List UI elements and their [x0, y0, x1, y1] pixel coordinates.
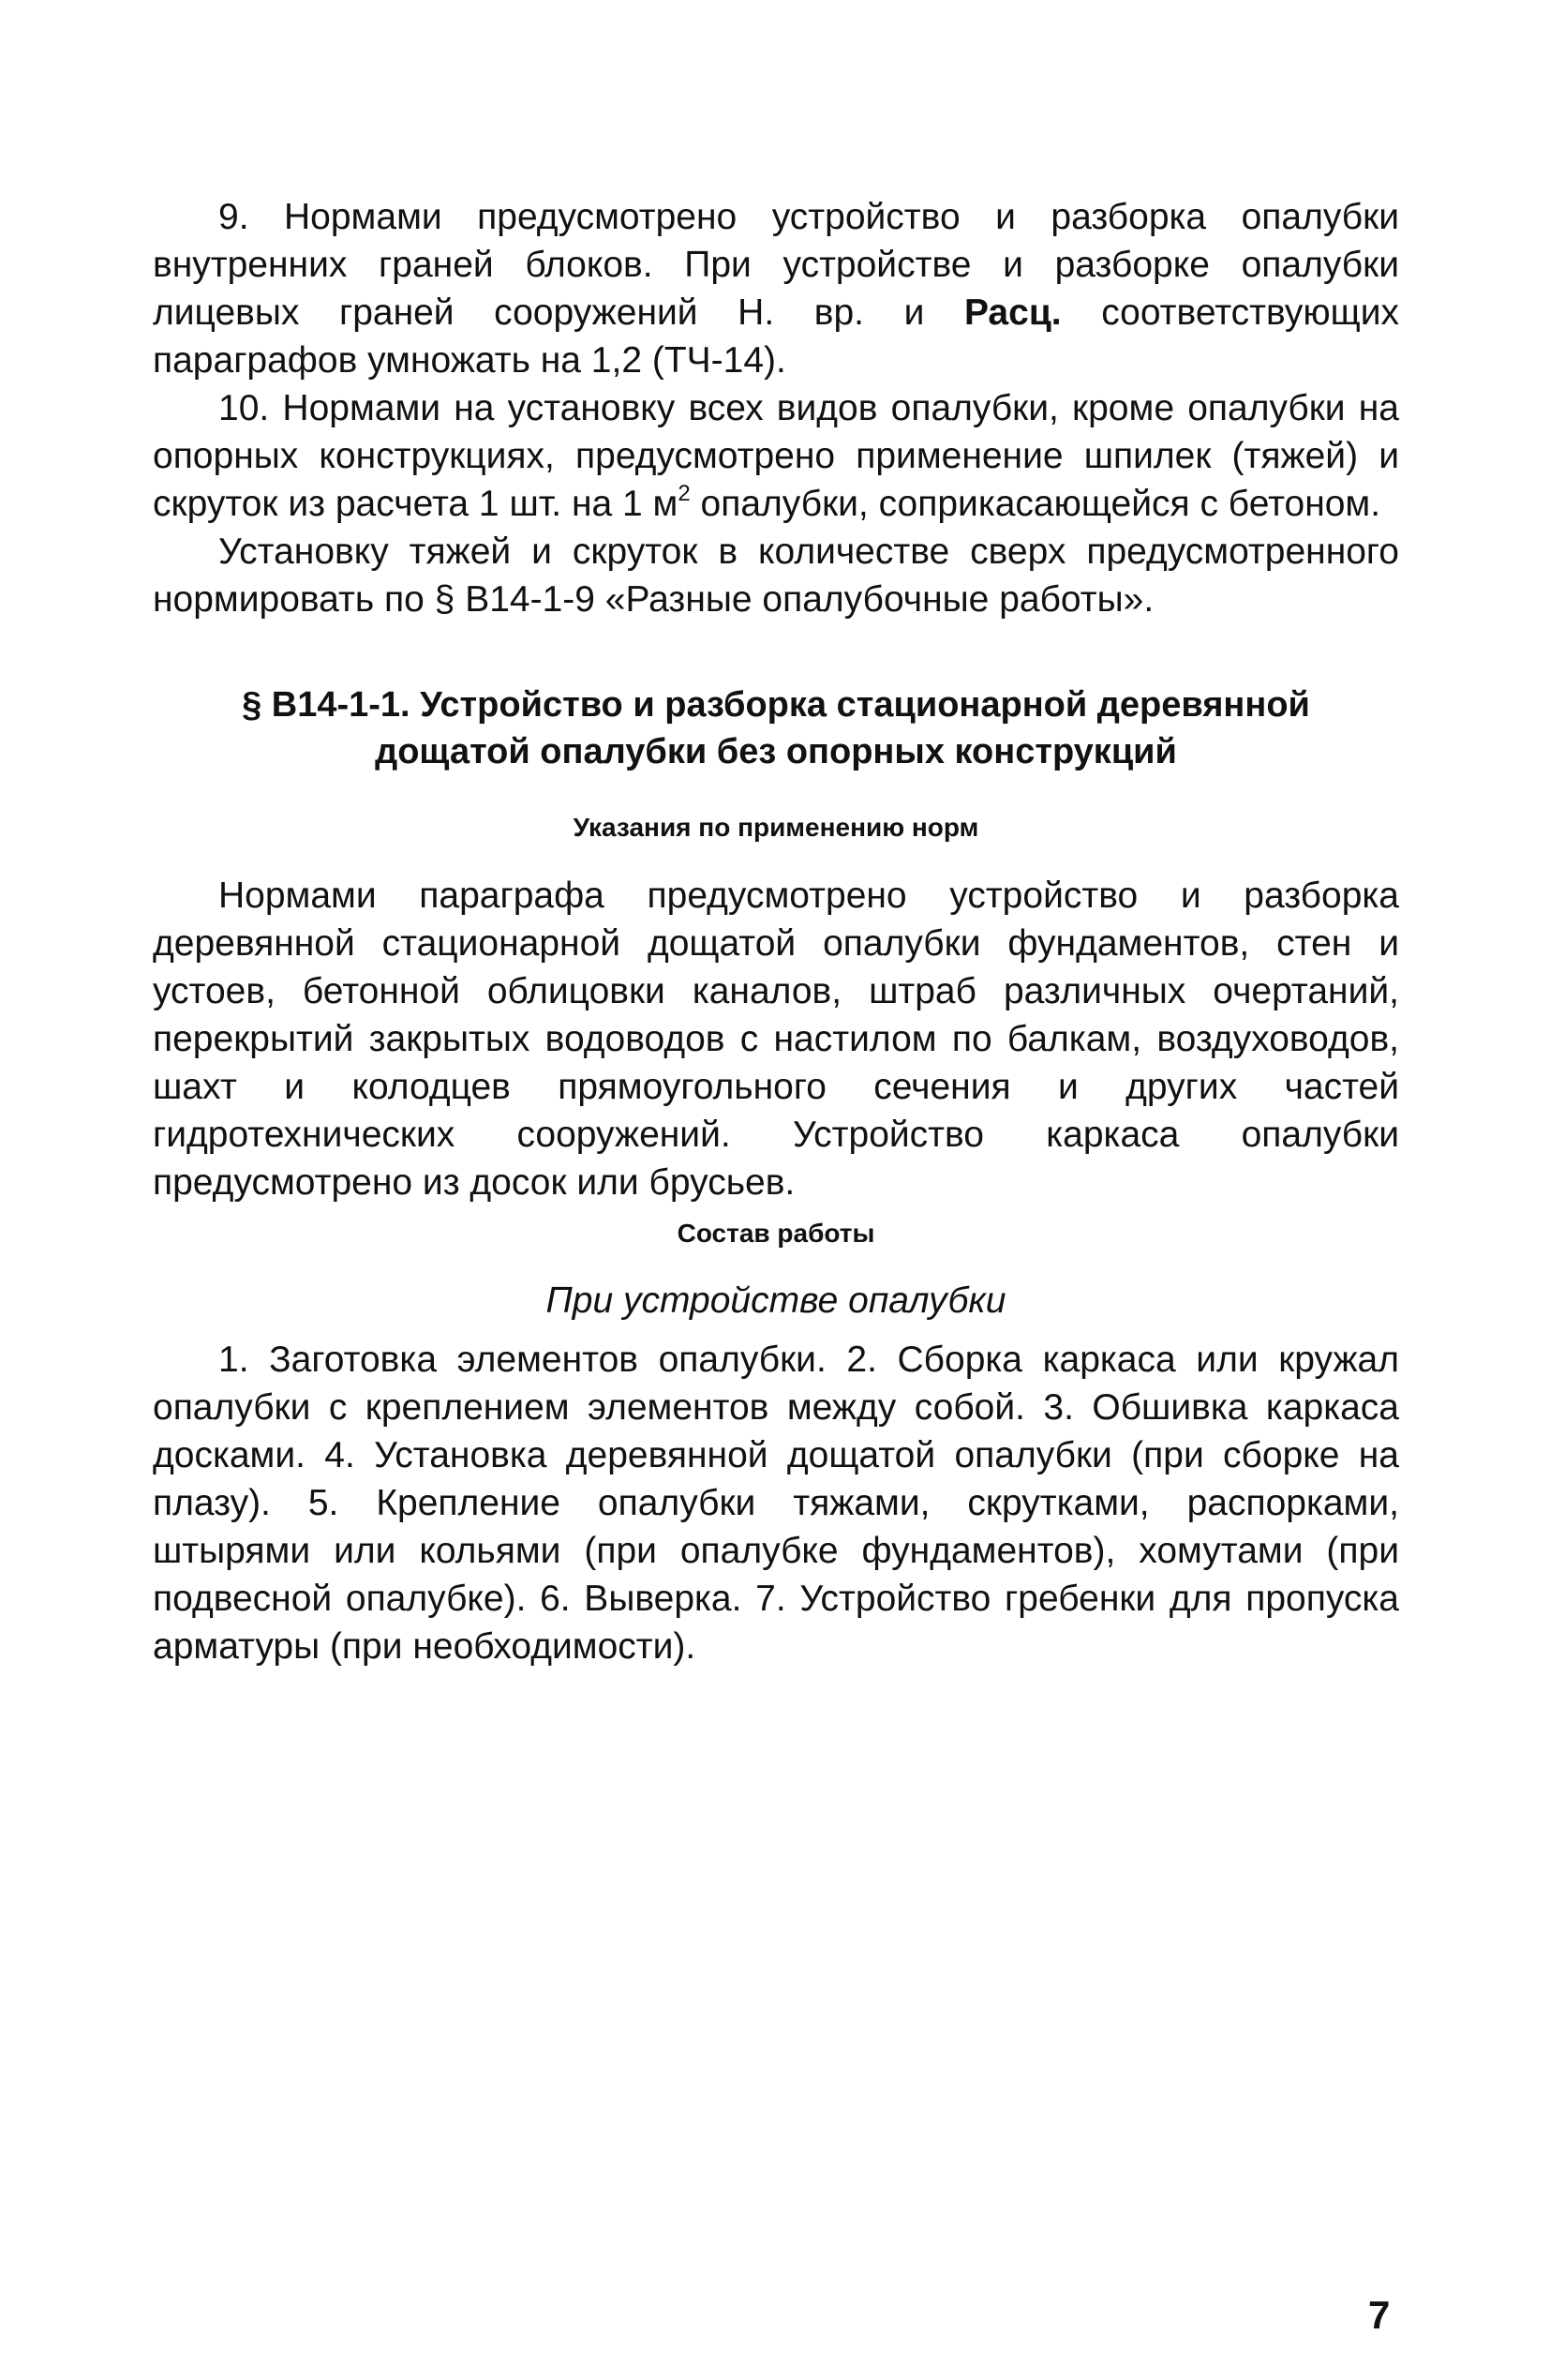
guidance-heading: Указания по применению норм — [573, 813, 979, 842]
paragraph-9-text-c: соответствующих параграфов умножать на 1,2 (ТЧ-14). — [153, 292, 1399, 381]
paragraph-10 — [153, 384, 1399, 528]
section-title-line-2: дощатой опалубки без опорных конструкций — [375, 732, 1177, 771]
work-subheading: При устройстве опалубки — [545, 1280, 1006, 1321]
paragraph-9-text-a: 9. Нормами предусмотрено устройство и разборка опалубки внутренних граней блоков. При устройстве и разборке опалубки лицевых граней сооружений Н. вр. и — [153, 197, 1399, 333]
work-paragraph: 1. Заготовка элементов опалубки. 2. Сборка каркаса или кружал опалубки с креплением элементов между собой. 3. Обшивка каркаса досками. 4. Установка деревянной дощатой опалубки (при сборке на плазу). 5. Крепление опалубки тяжами, скрутками, распорками, штырями или кольями (при опалубке фундаментов), хомутами (при подвесной опалубке). 6. Выверка. 7. Устройство гребенки для пропуска арматуры (при необходимости). — [153, 1340, 1399, 1667]
page-number: 7 — [1368, 2293, 1391, 2337]
paragraph-10-text-b: опалубки, соприкасающейся с бетоном. — [690, 484, 1381, 524]
work-block — [153, 1336, 1399, 1670]
guidance-paragraph: Нормами параграфа предусмотрено устройство и разборка деревянной стационарной дощатой опалубки фундаментов, стен и устоев, бетонной облицовки каналов, штраб различных очертаний, перекрытий закрытых водоводов с настилом по балкам, воздуховодов, шахт и колодцев прямоугольного сечения и других частей гидротехнических сооружений. Устройство каркаса опалубки предусмотрено из досок или брусьев. — [153, 876, 1399, 1203]
square-superscript: 2 — [678, 481, 691, 506]
paragraph-11: Установку тяжей и скруток в количестве сверх предусмотренного нормировать по § В14-1-9 «Разные опалубочные работы». — [153, 531, 1399, 620]
paragraph-10-text-a: 10. Нормами на установку всех видов опалубки, кроме опалубки на опорных конструкциях, предусмотрено применение шпилек (тяжей) и скруток из расчета 1 шт. на 1 м — [153, 388, 1399, 524]
paragraph-9 — [153, 193, 1399, 384]
rasc-bold-term: Расц. — [963, 292, 1062, 333]
section-title-line-1: § В14-1-1. Устройство и разборка стационарной деревянной — [242, 685, 1310, 725]
guidance-block — [153, 872, 1399, 1206]
section-title — [153, 681, 1399, 775]
intro-block — [153, 193, 1399, 623]
work-heading: Состав работы — [677, 1219, 875, 1248]
